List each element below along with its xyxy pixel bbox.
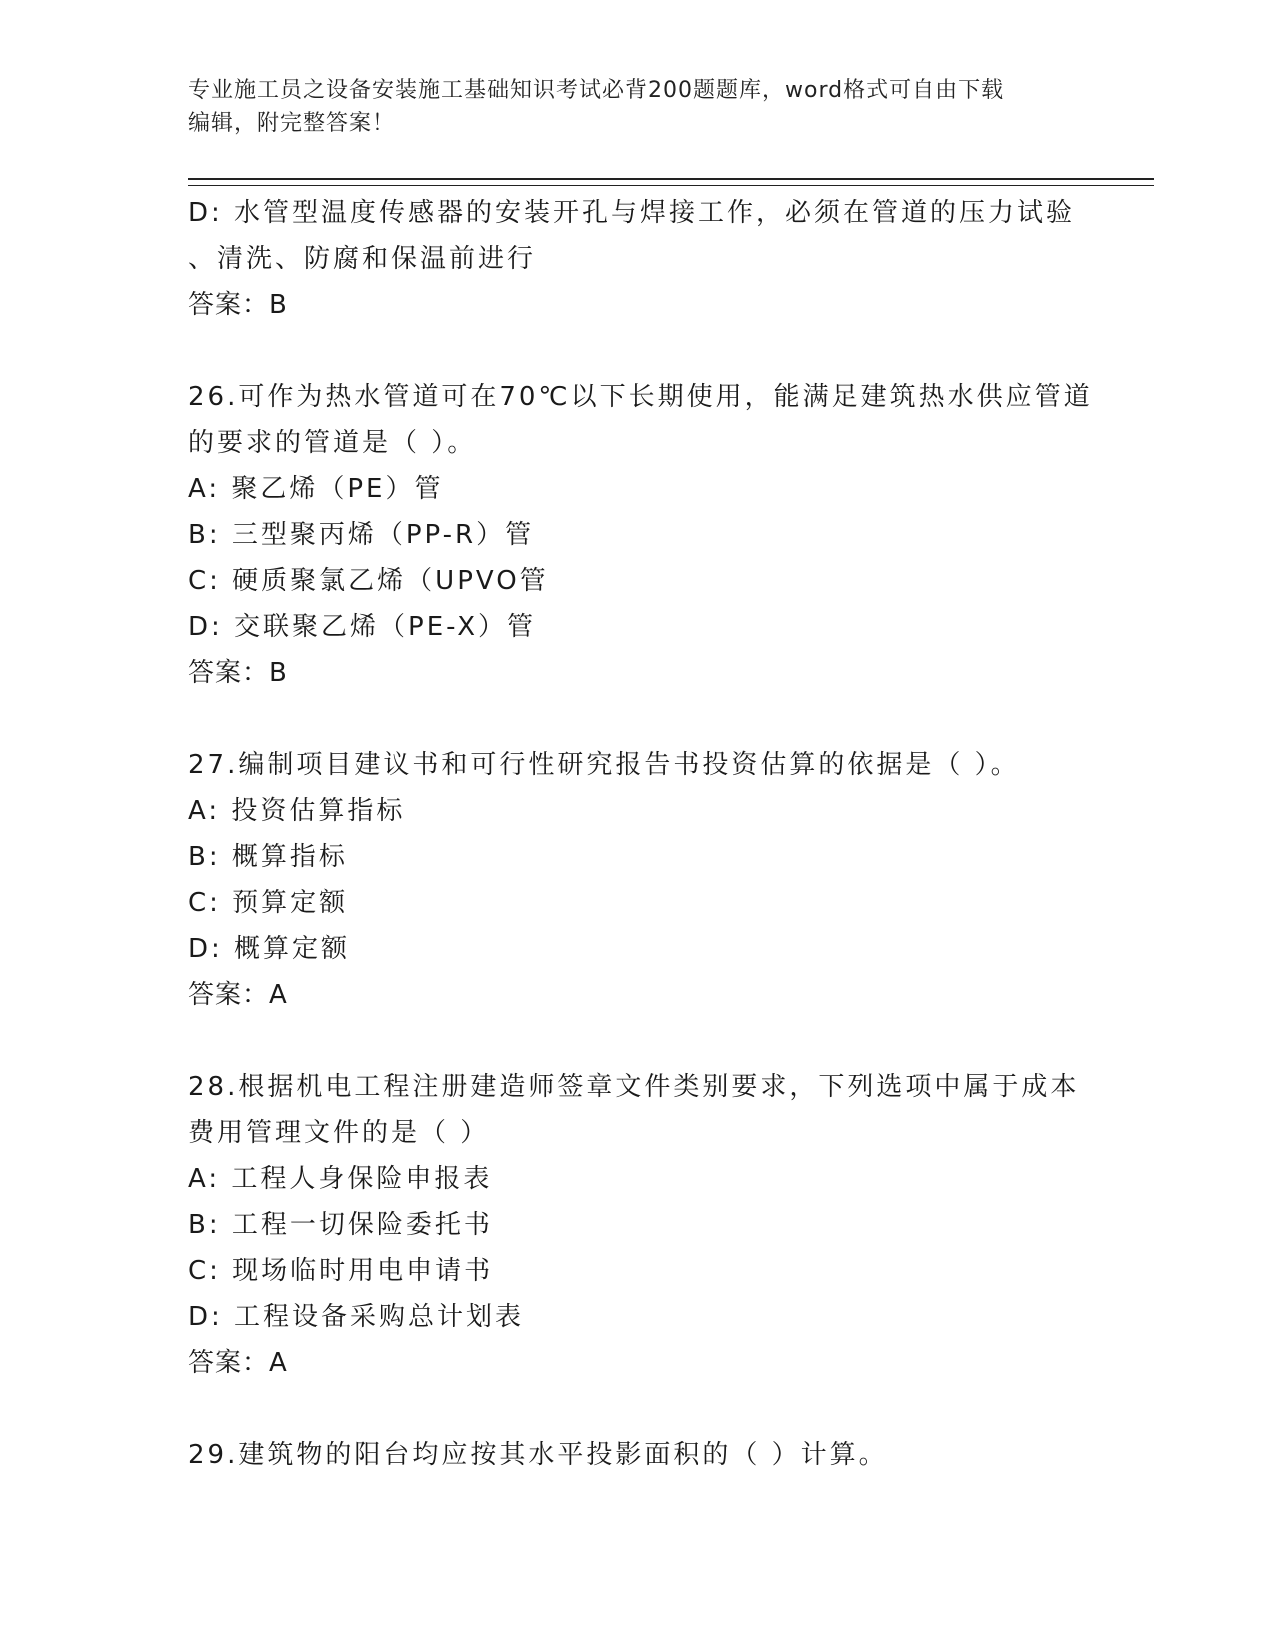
document-body bbox=[188, 190, 1093, 1478]
option-b: B: 三型聚丙烯（PP-R）管 bbox=[188, 520, 535, 550]
option-b: B: 概算指标 bbox=[188, 842, 348, 872]
option-c: C: 现场临时用电申请书 bbox=[188, 1256, 494, 1286]
option-a: A: 聚乙烯（PE）管 bbox=[188, 474, 444, 504]
answer: 答案：B bbox=[188, 290, 288, 320]
option-a: A: 工程人身保险申报表 bbox=[188, 1164, 493, 1194]
question-text-continued: 的要求的管道是（ ）。 bbox=[188, 428, 477, 458]
option-a: A: 投资估算指标 bbox=[188, 796, 406, 826]
question-27 bbox=[188, 742, 1088, 1018]
previous-question-tail bbox=[188, 190, 1088, 328]
question-26 bbox=[188, 374, 1093, 696]
question-text: 29.建筑物的阳台均应按其水平投影面积的（ ）计算。 bbox=[188, 1440, 888, 1470]
option-d: D: 交联聚乙烯（PE-X）管 bbox=[188, 612, 537, 642]
question-text: 26.可作为热水管道可在70℃以下长期使用，能满足建筑热水供应管道 bbox=[188, 382, 1093, 412]
option-c: C: 硬质聚氯乙烯（UPVO管 bbox=[188, 566, 549, 596]
question-text: 28.根据机电工程注册建造师签章文件类别要求，下列选项中属于成本 bbox=[188, 1072, 1080, 1102]
question-28 bbox=[188, 1064, 1088, 1386]
answer: 答案：B bbox=[188, 658, 288, 688]
option-d: D: 概算定额 bbox=[188, 934, 351, 964]
answer: 答案：A bbox=[188, 1348, 288, 1378]
option-c: C: 预算定额 bbox=[188, 888, 349, 918]
header-divider bbox=[188, 178, 1154, 186]
question-29 bbox=[188, 1432, 1088, 1478]
option-d: D: 水管型温度传感器的安装开孔与焊接工作，必须在管道的压力试验 bbox=[188, 198, 1076, 228]
option-d-continued: 、清洗、防腐和保温前进行 bbox=[188, 244, 537, 274]
question-text: 27.编制项目建议书和可行性研究报告书投资估算的依据是（ ）。 bbox=[188, 750, 1020, 780]
option-d: D: 工程设备采购总计划表 bbox=[188, 1302, 525, 1332]
question-text-continued: 费用管理文件的是（ ） bbox=[188, 1118, 490, 1148]
header-title-line1: 专业施工员之设备安装施工基础知识考试必背200题题库，word格式可自由下载 bbox=[188, 78, 1005, 103]
option-b: B: 工程一切保险委托书 bbox=[188, 1210, 493, 1240]
page-header bbox=[188, 74, 1088, 140]
answer: 答案：A bbox=[188, 980, 288, 1010]
header-title-line2: 编辑，附完整答案！ bbox=[188, 111, 396, 136]
